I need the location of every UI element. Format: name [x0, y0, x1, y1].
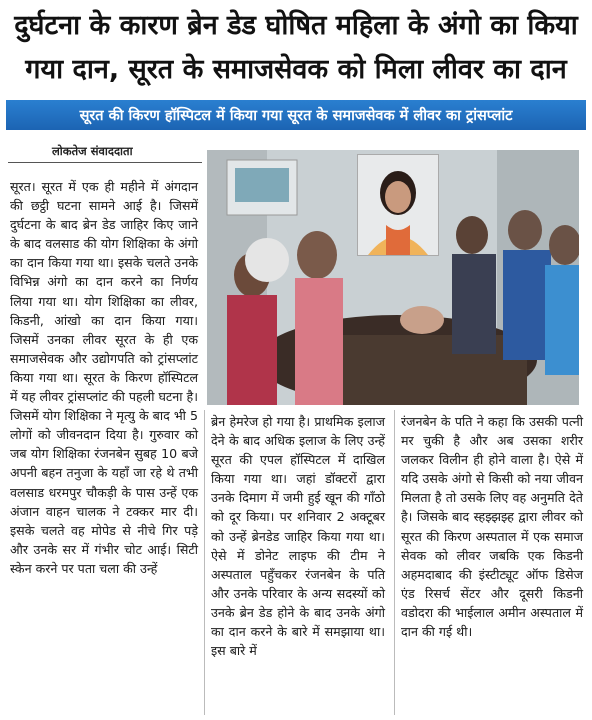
article-column-3: रंजनबेन के पति ने कहा कि उसकी पत्नी मर चुकी है और अब उसका शरीर जलकर विलीन ही होने वाला है। ऐसे में यदि उसके अंगो से किसी को नया जीवन मिलता है तो उसके लिए वह अनुमति देते है। जिसके बाद स्हझ्झझ्ह द्वारा लीवर को सूरत की किरण अस्पताल में एक समाज सेवक को लीवर जबकि एक किडनी अहमदाबाद की इंस्टीट्यूट ऑफ डिसेज एंड रिसर्च सेंटर और दूसरी किडनी वडोदरा की भाईलाल अमीन अस्पताल में दान की गई थी।: [401, 414, 583, 640]
headline: [0, 0, 592, 96]
article-column-2: ब्रेन हेमरेज हो गया है। प्राथमिक इलाज देने के बाद अधिक इलाज के लिए उन्हें सूरत की एपल हॉस्पिटल में दाखिल किया गया था। जहां डॉक्टरों द्वारा उनके दिमाग में जमी हुई खून की गाँठो को दूर किया। पर शनिवार 2 अक्टूबर को उन्हें ब्रेनडेड जाहिर किया गया था। ऐसे में डोनेट लाइफ की टीम ने अस्पताल पहुँचकर रंजनबेन के पति और उनके परिवार के अन्य सदस्यों को उनके ब्रेन डेड होने के बाद उनके अंगो का दान करने के बारे में समझाया था। इस बारे में: [211, 414, 385, 659]
byline: लोकतेज संवाददाता: [52, 144, 133, 158]
article-column-1: सूरत। सूरत में एक ही महीने में अंगदान की छट्ठी घटना सामने आई है। जिसमें दुर्घटना के बाद ब्रेन डेड जाहिर किए जाने के बाद वलसाड की योग शिक्षिका के अंगो का दान किया गया था। इसके चलते उनके विभिन्न अंगो का दान करने का निर्णय लिया गया था। योग शिक्षिका का लीवर, किडनी, आंखो का दान किया गया। जिसमें उनका लीवर सूरत के ही एक समाजसेवक और उद्योगपति को ट्रांसप्लांट किया गया था। सूरत के किरण हॉस्पिटल में यह लीवर ट्रांसप्लांट की पहली घटना है। जिसमें योग शिक्षिका ने मृत्यु के बाद भी 5 लोगों को जीवनदान दिया है। गुरुवार को जब योग शिक्षिका रंजनबेन सुबह 10 बजे अपनी बहन तनुजा के यहाँ जा रहे थे तभी वलसाड धरमपुर चौकड़ी के पास उन्हें एक अंजान वाहन चालक ने टक्कर मार दी। इसके चलते वह मोपेड से नीचे गिर पड़े और उनके सर में गंभीर चोट आई। सिटी स्केन करने पर पता चला की उन्हें: [10, 179, 198, 576]
subheadline-banner: सूरत की किरण हॉस्पिटल में किया गया सूरत के समाजसेवक में लीवर का ट्रांसप्लांट: [6, 100, 586, 130]
column-divider-1: [204, 410, 205, 715]
headline-line-2: गया दान, सूरत के समाजसेवक को मिला लीवर का दान: [25, 54, 567, 85]
hospital-photo-icon: [207, 150, 579, 405]
byline-rule: [8, 162, 202, 163]
portrait-drawing-icon: [358, 155, 438, 255]
column-divider-2: [394, 410, 395, 715]
woman-portrait-icon: [357, 154, 439, 256]
headline-line-1: दुर्घटना के कारण ब्रेन डेड घोषित महिला के अंगो का किया: [14, 10, 578, 41]
